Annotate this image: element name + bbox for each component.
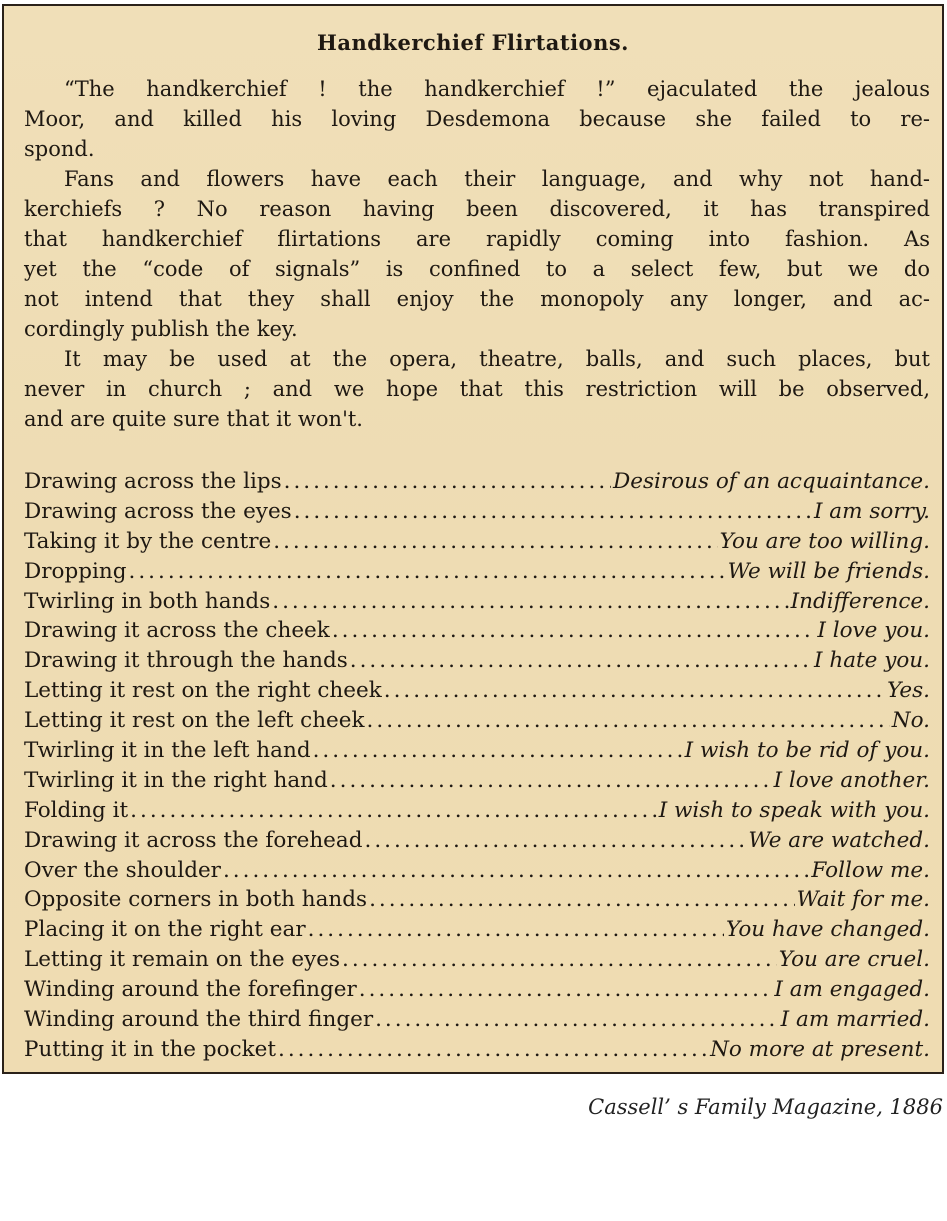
signal-row [24,676,930,706]
dot-leader [350,646,812,676]
paragraph-line: It may be used at the opera, theatre, balls, and such places, but [64,347,930,371]
paragraph-line: and are quite sure that it won't. [24,407,363,431]
signal-meaning: No. [891,708,930,734]
signal-meaning: I wish to be rid of you. [684,738,930,764]
signal-meaning: I wish to speak with you. [658,797,930,823]
signal-action: Taking it by the centre [24,528,272,554]
dot-leader [313,736,683,766]
signal-meaning: Wait for me. [796,887,930,913]
signal-action: Letting it rest on the left cheek [24,708,365,734]
signal-row [24,646,930,676]
paragraph-line: yet the “code of signals” is confined to a select few, but we do [24,257,930,281]
dot-leader [278,1035,708,1065]
paragraph-line: not intend that they shall enjoy the monopoly any longer, and ac- [24,287,930,311]
signal-action: Folding it [24,797,129,823]
paragraph-line: cordingly publish the key. [24,317,298,341]
dot-leader [367,706,890,736]
signal-action: Winding around the third finger [24,1007,374,1033]
signal-action: Drawing it across the forehead [24,827,363,853]
signal-meaning: Yes. [887,678,930,704]
signal-action: Twirling it in the left hand [24,738,311,764]
dot-leader [308,915,724,945]
signal-row [24,1035,930,1065]
signal-row [24,766,930,796]
signal-meaning: You have changed. [726,917,930,943]
signal-row [24,856,930,886]
signal-action: Drawing across the lips [24,469,282,494]
signal-row [24,826,930,856]
signal-action: Twirling in both hands [24,588,271,614]
signal-row [24,796,930,826]
signal-row [24,557,930,587]
signal-action: Letting it remain on the eyes [24,947,341,973]
dot-leader [284,467,611,497]
dot-leader [384,676,885,706]
signal-action: Opposite corners in both hands [24,887,368,913]
signal-action: Placing it on the right ear [24,917,306,943]
signal-meaning: I am married. [780,1007,930,1033]
dot-leader [223,856,809,886]
signal-meaning: Follow me. [811,857,930,883]
signal-row [24,467,930,497]
magazine-clipping [2,4,944,1074]
signal-action: Dropping [24,558,127,584]
paragraph-line: Moor, and killed his loving Desdemona because she failed to re- [24,107,930,131]
signal-action: Drawing it across the cheek [24,618,330,644]
signal-row [24,587,930,617]
dot-leader [330,766,772,796]
article-title: Handkerchief Flirtations. [317,30,629,55]
signal-row [24,497,930,527]
dot-leader [294,497,812,527]
signal-row [24,706,930,736]
signal-meaning: No more at present. [710,1036,930,1062]
dot-leader [359,975,773,1005]
dot-leader [272,587,788,617]
signal-meaning: I am engaged. [774,977,930,1003]
signal-list [24,467,930,1065]
signal-row [24,945,930,975]
signal-action: Twirling it in the right hand [24,767,328,793]
dot-leader [332,616,816,646]
signal-row [24,1005,930,1035]
signal-row [24,885,930,915]
source-caption: Cassell’ s Family Magazine, 1886 [588,1095,943,1119]
signal-meaning: We will be friends. [727,558,930,584]
article-body [24,74,930,434]
signal-row [24,736,930,766]
paragraph-line: kerchiefs ? No reason having been discovered, it has transpired [24,197,930,221]
signal-meaning: We are watched. [748,827,930,853]
signal-meaning: You are cruel. [778,947,930,973]
dot-leader [342,945,777,975]
signal-row [24,527,930,557]
signal-row [24,616,930,646]
signal-meaning: Desirous of an acquaintance. [613,469,930,494]
signal-meaning: Indifference. [790,588,930,614]
signal-action: Drawing it through the hands [24,648,348,674]
dot-leader [130,796,657,826]
dot-leader [273,527,717,557]
signal-row [24,975,930,1005]
dot-leader [365,826,747,856]
signal-action: Over the shoulder [24,857,221,883]
paragraph-line: never in church ; and we hope that this restriction will be observed, [24,377,930,401]
signal-meaning: I love you. [817,618,930,644]
signal-row [24,915,930,945]
signal-action: Putting it in the pocket [24,1036,277,1062]
signal-action: Winding around the forefinger [24,977,357,1003]
paragraph-line: spond. [24,137,95,161]
dot-leader [128,557,725,587]
paragraph-line: that handkerchief flirtations are rapidly coming into fashion. As [24,227,930,251]
paragraph-line: “The handkerchief ! the handkerchief !” ejaculated the jealous [64,77,930,101]
signal-action: Drawing across the eyes [24,498,292,524]
paragraph-line: Fans and flowers have each their language, and why not hand- [64,167,930,191]
dot-leader [375,1005,779,1035]
signal-meaning: I am sorry. [813,498,930,524]
dot-leader [369,885,795,915]
signal-meaning: You are too willing. [719,528,930,554]
signal-action: Letting it rest on the right cheek [24,678,382,704]
signal-meaning: I love another. [773,767,930,793]
signal-meaning: I hate you. [814,648,930,674]
